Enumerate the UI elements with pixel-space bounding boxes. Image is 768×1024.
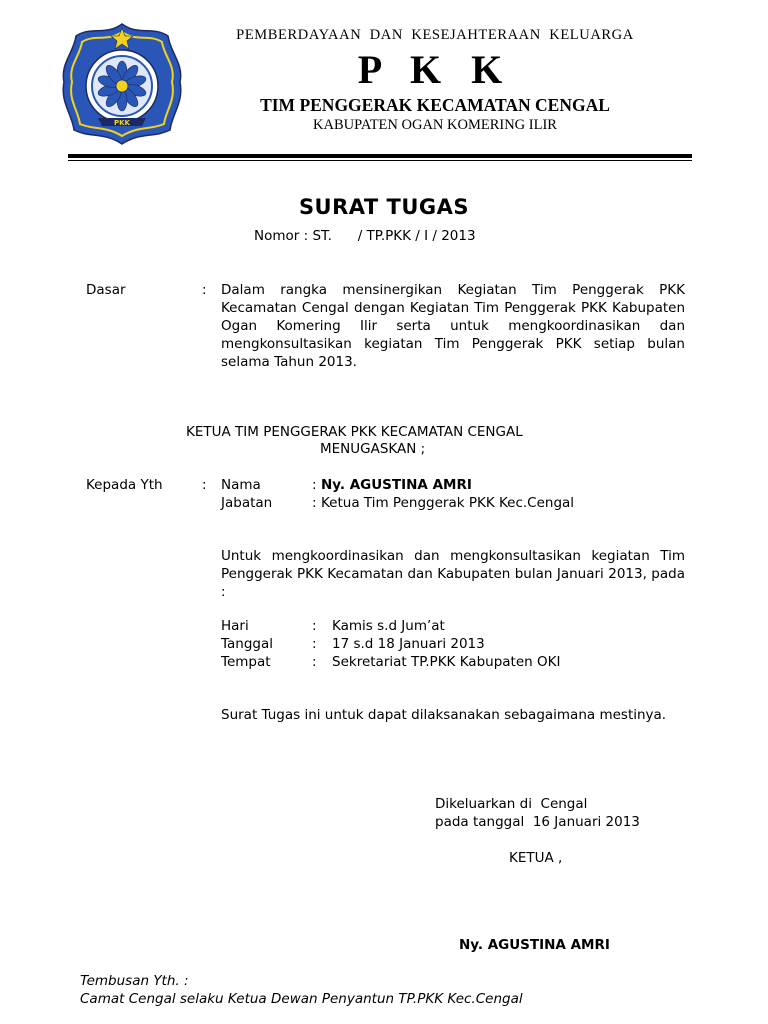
schedule-date-value: 17 s.d 18 Januari 2013 bbox=[332, 636, 485, 652]
header-divider-thin bbox=[68, 160, 692, 161]
name-colon: : bbox=[312, 477, 317, 493]
cc-label: Tembusan Yth. : bbox=[80, 973, 189, 989]
dasar-colon: : bbox=[202, 282, 207, 298]
regency-line: KABUPATEN OGAN KOMERING ILIR bbox=[313, 117, 557, 133]
name-value: Ny. AGUSTINA AMRI bbox=[321, 477, 472, 493]
schedule-day-colon: : bbox=[312, 618, 317, 634]
schedule-day-label: Hari bbox=[221, 618, 249, 634]
cc-line-1: Camat Cengal selaku Ketua Dewan Penyantun TP.PKK Kec.Cengal bbox=[80, 991, 523, 1007]
schedule-place-value: Sekretariat TP.PKK Kabupaten OKI bbox=[332, 654, 561, 670]
dasar-text: Dalam rangka mensinergikan Kegiatan Tim Penggerak PKK Kecamatan Cengal dengan Kegiatan Tim Penggerak PKK Kabupaten Ogan Komering Ilir serta untuk mengkoordinasikan dan mengkonsultasikan kegiatan Tim Penggerak PKK setiap bulan selama Tahun 2013. bbox=[221, 282, 685, 370]
schedule-place-label: Tempat bbox=[221, 654, 271, 670]
signer-role: KETUA , bbox=[509, 850, 563, 866]
schedule-day-value: Kamis s.d Jum’at bbox=[332, 618, 445, 634]
issued-place: Dikeluarkan di Cengal bbox=[435, 796, 588, 812]
name-label: Nama bbox=[221, 477, 261, 493]
purpose-text: Untuk mengkoordinasikan dan mengkonsultasikan kegiatan Tim Penggerak PKK Kecamatan dan Kabupaten bulan Januari 2013, pada : bbox=[221, 548, 685, 600]
closing-text: Surat Tugas ini untuk dapat dilaksanakan sebagaimana mestinya. bbox=[221, 707, 667, 723]
schedule-date-label: Tanggal bbox=[221, 636, 274, 652]
position-value: Ketua Tim Penggerak PKK Kec.Cengal bbox=[321, 495, 575, 511]
team-line: TIM PENGGERAK KECAMATAN CENGAL bbox=[260, 95, 610, 115]
position-colon: : bbox=[312, 495, 317, 511]
recipient-label: Kepada Yth bbox=[86, 477, 163, 493]
position-label: Jabatan bbox=[221, 495, 273, 511]
document-number: Nomor : ST. / TP.PKK / I / 2013 bbox=[254, 228, 476, 244]
schedule-place-colon: : bbox=[312, 654, 317, 670]
pkk-logo bbox=[58, 22, 186, 146]
signer-name: Ny. AGUSTINA AMRI bbox=[459, 937, 610, 953]
assign-line-2: MENUGASKAN ; bbox=[320, 441, 426, 457]
assign-line-1: KETUA TIM PENGGERAK PKK KECAMATAN CENGAL bbox=[186, 424, 523, 440]
schedule-date-colon: : bbox=[312, 636, 317, 652]
header-divider-thick bbox=[68, 154, 692, 158]
document-title: SURAT TUGAS bbox=[298, 195, 470, 219]
organization-line: PEMBERDAYAAN DAN KESEJAHTERAAN KELUARGA bbox=[236, 27, 634, 43]
pkk-title: P K K bbox=[357, 47, 513, 92]
issued-date: pada tanggal 16 Januari 2013 bbox=[435, 814, 640, 830]
logo-text: PKK bbox=[114, 119, 130, 127]
recipient-colon: : bbox=[202, 477, 207, 493]
dasar-label: Dasar bbox=[86, 282, 126, 298]
